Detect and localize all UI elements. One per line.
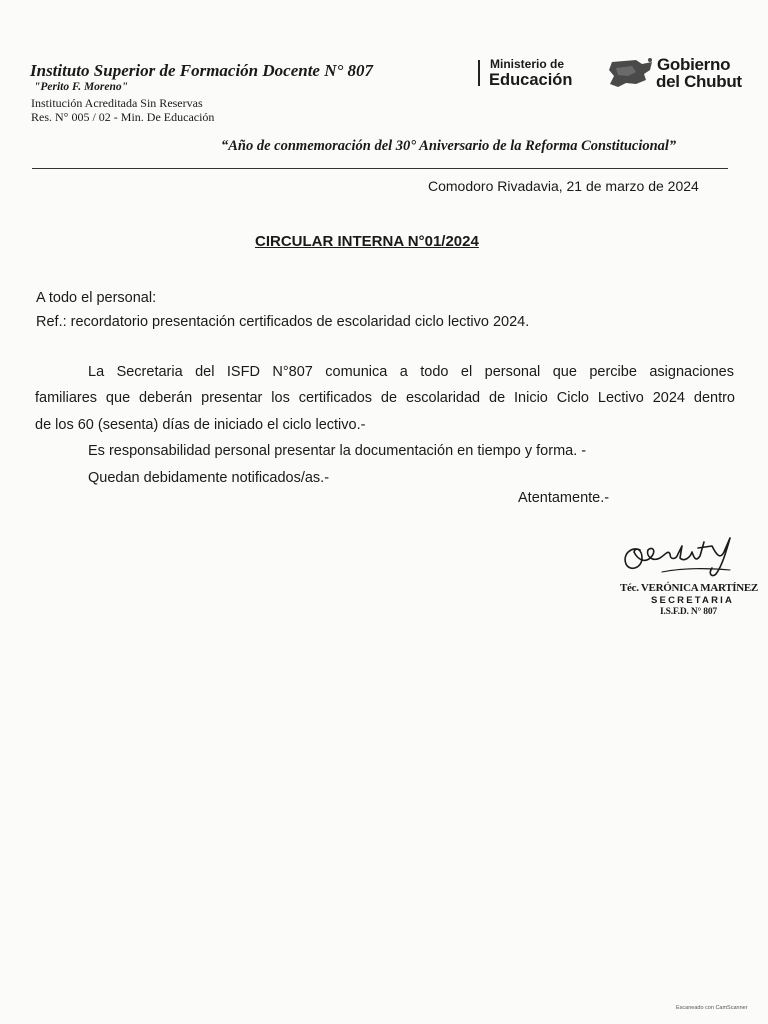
reference-line: Ref.: recordatorio presentación certificados de escolaridad ciclo lectivo 2024. [36,314,530,330]
ministry-name: Educación [489,71,573,89]
government-name-line2: del Chubut [656,72,742,91]
ministry-logo-bar [478,60,480,86]
resolution-line: Res. N° 005 / 02 - Min. De Educación [31,110,215,124]
signatory-name: Téc. VERÓNICA MARTÍNEZ [620,582,758,594]
year-motto: “Año de conmemoración del 30° Aniversario de la Reforma Constitucional” [221,138,677,154]
header-divider [32,168,728,169]
addressee: A todo el personal: [36,290,157,306]
place-date: Comodoro Rivadavia, 21 de marzo de 2024 [428,178,699,194]
body-line-3: de los 60 (sesenta) días de iniciado el ciclo lectivo.- [35,417,366,433]
government-name-line1: Gobierno [657,55,731,74]
handwritten-signature [612,532,747,584]
accreditation-line: Institución Acreditada Sin Reservas [31,96,203,110]
body-line-5: Quedan debidamente notificados/as.- [88,470,330,486]
signatory-role: SECRETARIA [651,595,735,606]
institution-subtitle: "Perito F. Moreno" [34,81,129,93]
body-line-4: Es responsabilidad personal presentar la documentación en tiempo y forma. - [88,443,587,459]
closing: Atentamente.- [518,490,610,506]
chubut-map-icon [606,56,654,90]
document-title: CIRCULAR INTERNA N°01/2024 [255,233,479,250]
body-line-1: La Secretaria del ISFD N°807 comunica a todo el personal que percibe asignaciones [88,364,734,380]
scanner-stamp: Escaneado con CamScanner [676,1005,748,1011]
body-line-2: familiares que deberán presentar los certificados de escolaridad de Inicio Ciclo Lectivo 2024 dentro [35,390,735,406]
institution-name: Instituto Superior de Formación Docente N° 807 [30,61,374,80]
ministry-label: Ministerio de [490,57,565,71]
signatory-institution: I.S.F.D. N° 807 [660,607,717,617]
